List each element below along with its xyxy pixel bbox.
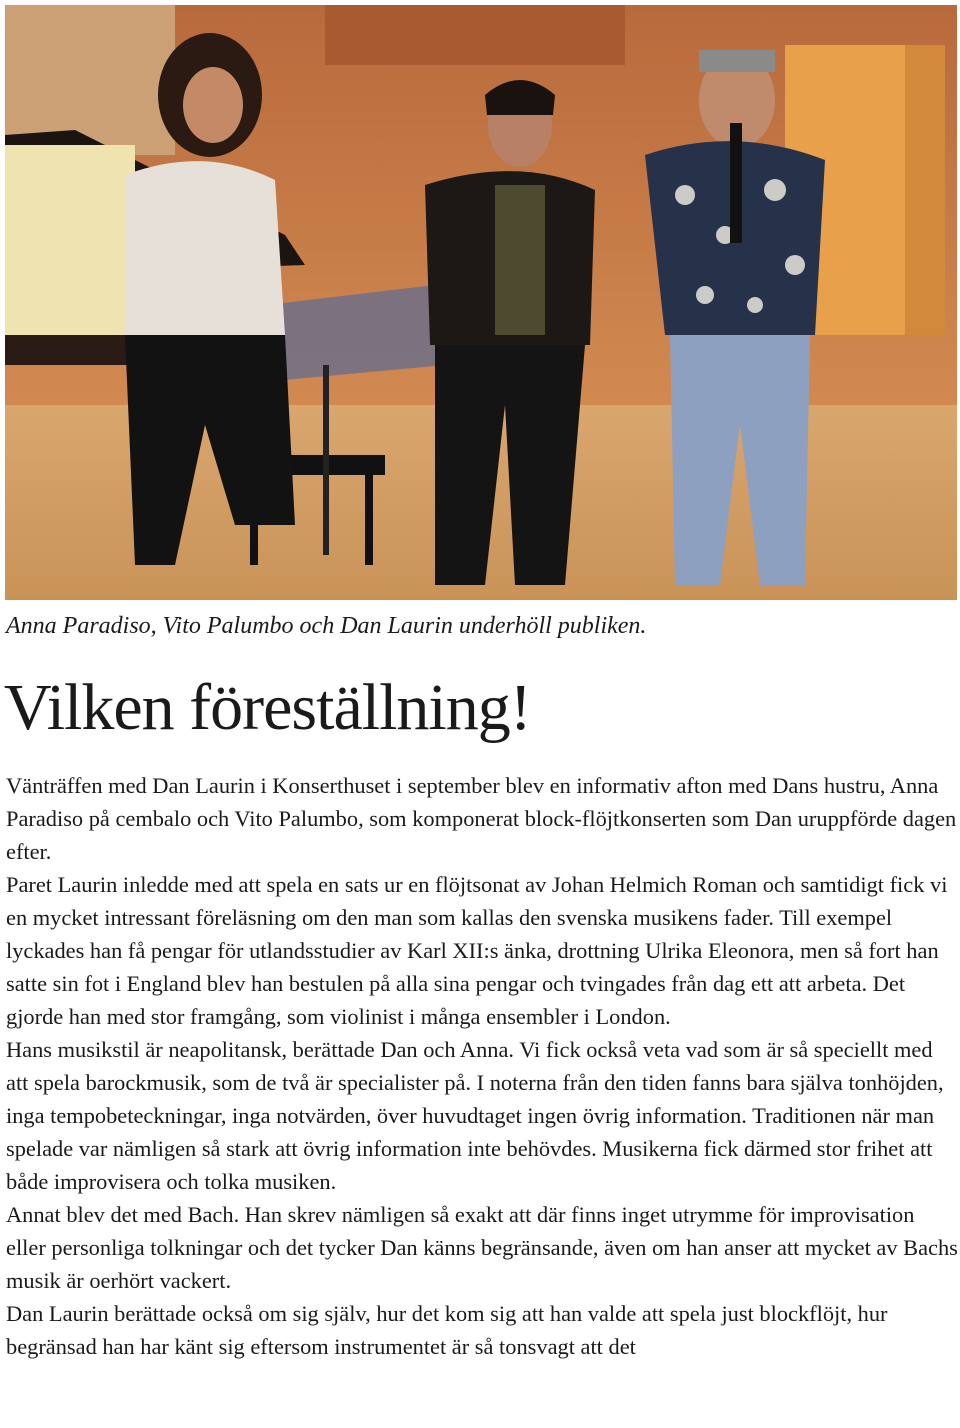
- article-body: [6, 769, 958, 1363]
- article-headline: Vilken föreställning!: [4, 671, 531, 744]
- paragraph: Paret Laurin inledde med att spela en sats ur en flöjtsonat av Johan Helmich Roman och samtidigt fick vi en mycket intressant föreläsning om den man som kallas den svenska musikens fader. Till exempel lyckades han få pengar för utlandsstudier av Karl XII:s änka, drottning Ulrika Eleonora, men så fort han satte sin fot i England blev han bestulen på alla sina pengar och tvingades från dag ett att arbeta. Det gjorde han med stor framgång, som violinist i många ensembler i London.: [6, 872, 948, 1029]
- paragraph: Hans musikstil är neapolitansk, berättade Dan och Anna. Vi fick också veta vad som är så speciellt med att spela barockmusik, som de två är specialister på. I noterna från den tiden fanns bara själva tonhöjden, inga tempobeteckningar, inga notvärden, över huvudtaget ingen övrig information. Traditionen när man spelade var nämligen så stark att övrig information inte behövdes. Musikerna fick därmed stor frihet att både improvisera och tolka musiken.: [6, 1037, 944, 1194]
- paragraph: Vänträffen med Dan Laurin i Konserthuset i september blev en informativ afton med Dans hustru, Anna Paradiso på cembalo och Vito Palumbo, som komponerat block-flöjtkonserten som Dan uruppförde dagen efter.: [6, 773, 957, 864]
- photo-caption: Anna Paradiso, Vito Palumbo och Dan Laurin underhöll publiken.: [6, 613, 647, 639]
- concert-stage-photo-icon: [5, 5, 957, 600]
- paragraph: Annat blev det med Bach. Han skrev nämligen så exakt att där finns inget utrymme för improvisation eller personliga tolkningar och det tycker Dan känns begränsande, även om han anser att mycket av Bachs musik är oerhört vackert.: [6, 1202, 958, 1293]
- paragraph: Dan Laurin berättade också om sig själv, hur det kom sig att han valde att spela just blockflöjt, hur begränsad han har känt sig eftersom instrumentet är så tonsvagt att det: [6, 1301, 888, 1359]
- stage-photo: [5, 5, 957, 600]
